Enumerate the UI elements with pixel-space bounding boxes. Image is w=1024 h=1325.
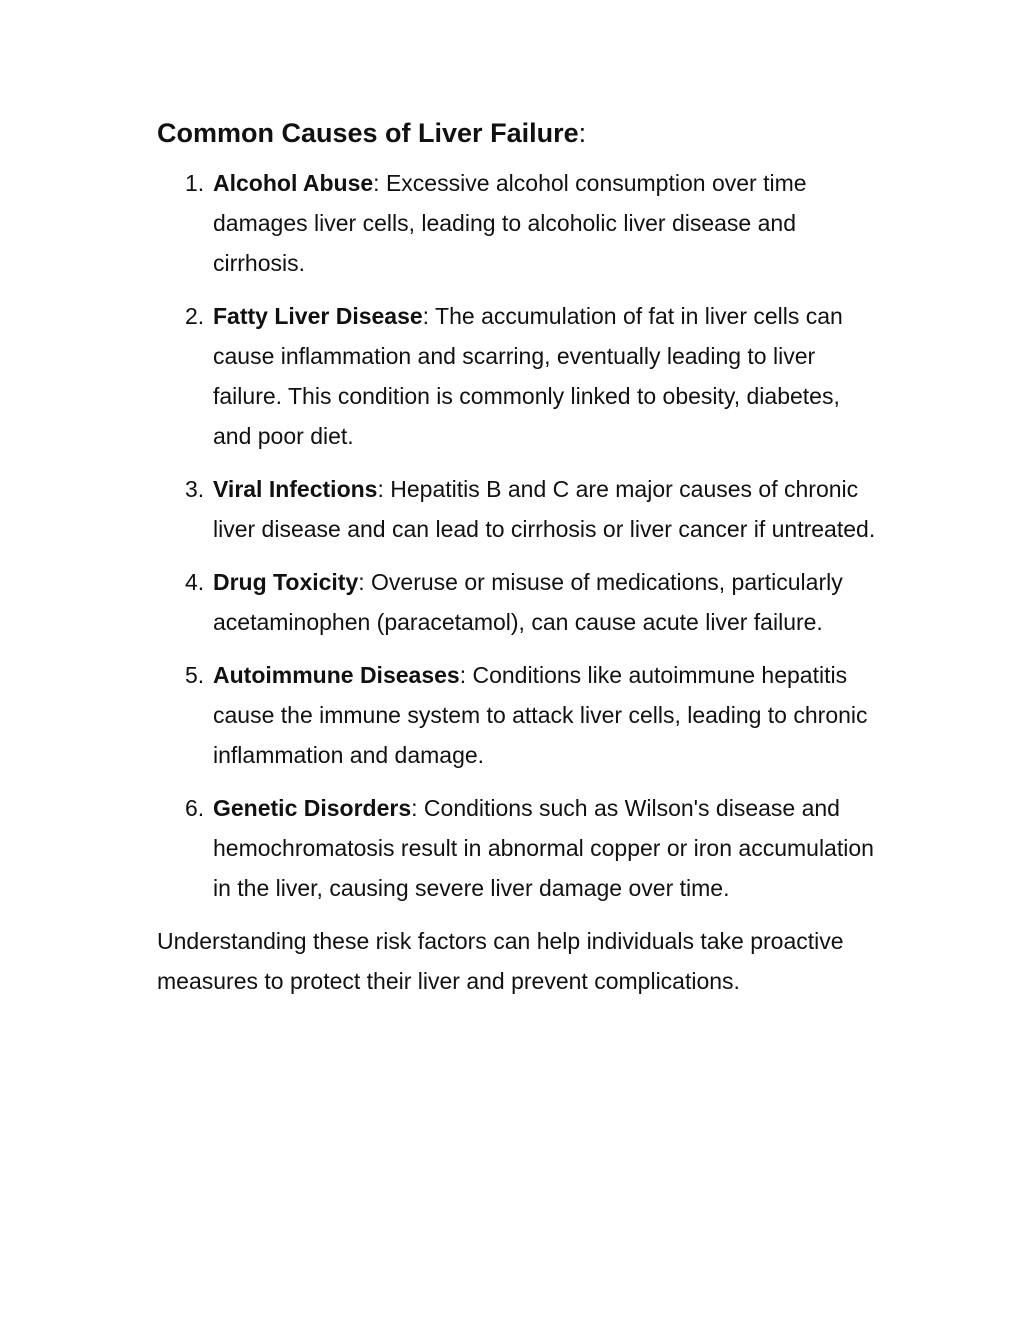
list-item-genetic-disorders: [157, 788, 877, 908]
list-item-term: Genetic Disorders: [213, 795, 412, 821]
page-title-colon: :: [578, 118, 587, 148]
conclusion-paragraph: Understanding these risk factors can help individuals take proactive measures to protect their liver and prevent complications.: [157, 928, 844, 994]
document-page: [157, 113, 877, 1001]
list-item-fatty-liver-disease: [157, 296, 877, 456]
list-item-drug-toxicity: [157, 562, 877, 642]
list-item-description: Overuse or misuse of medications, particularly acetaminophen (paracetamol), can cause acute liver failure.: [213, 569, 843, 635]
list-item-description: Conditions like autoimmune hepatitis cause the immune system to attack liver cells, leading to chronic inflammation and damage.: [213, 662, 868, 768]
list-item-number: 1.: [185, 170, 205, 196]
list-item-number: 4.: [185, 569, 205, 595]
list-item-description: Hepatitis B and C are major causes of chronic liver disease and can lead to cirrhosis or liver cancer if untreated.: [213, 476, 876, 542]
list-item-description: Excessive alcohol consumption over time damages liver cells, leading to alcoholic liver disease and cirrhosis.: [213, 170, 807, 276]
list-item-separator: :: [373, 170, 386, 196]
list-item-term: Alcohol Abuse: [213, 170, 374, 196]
list-item-number: 6.: [185, 795, 205, 821]
list-item-alcohol-abuse: [157, 163, 877, 283]
list-item-separator: :: [377, 476, 391, 502]
list-item-number: 3.: [185, 476, 205, 502]
list-item-number: 2.: [185, 303, 205, 329]
list-item-description: Conditions such as Wilson's disease and hemochromatosis result in abnormal copper or iron accumulation in the liver, causing severe liver damage over time.: [213, 795, 874, 901]
list-item-separator: :: [411, 795, 424, 821]
list-item-term: Autoimmune Diseases: [213, 662, 460, 688]
list-item-separator: :: [358, 569, 372, 595]
list-item-autoimmune-diseases: [157, 655, 877, 775]
list-item-separator: :: [422, 303, 436, 329]
list-item-separator: :: [459, 662, 473, 688]
causes-list: [157, 163, 877, 908]
page-title: [157, 113, 877, 153]
list-item-term: Viral Infections: [213, 476, 378, 502]
list-item-viral-infections: [157, 469, 877, 549]
list-item-number: 5.: [185, 662, 205, 688]
list-item-description: The accumulation of fat in liver cells can cause inflammation and scarring, eventually leading to liver failure. This condition is commonly linked to obesity, diabetes, and poor diet.: [213, 303, 843, 449]
list-item-term: Drug Toxicity: [213, 569, 359, 595]
list-item-term: Fatty Liver Disease: [213, 303, 423, 329]
page-title-text: Common Causes of Liver Failure: [157, 118, 579, 148]
